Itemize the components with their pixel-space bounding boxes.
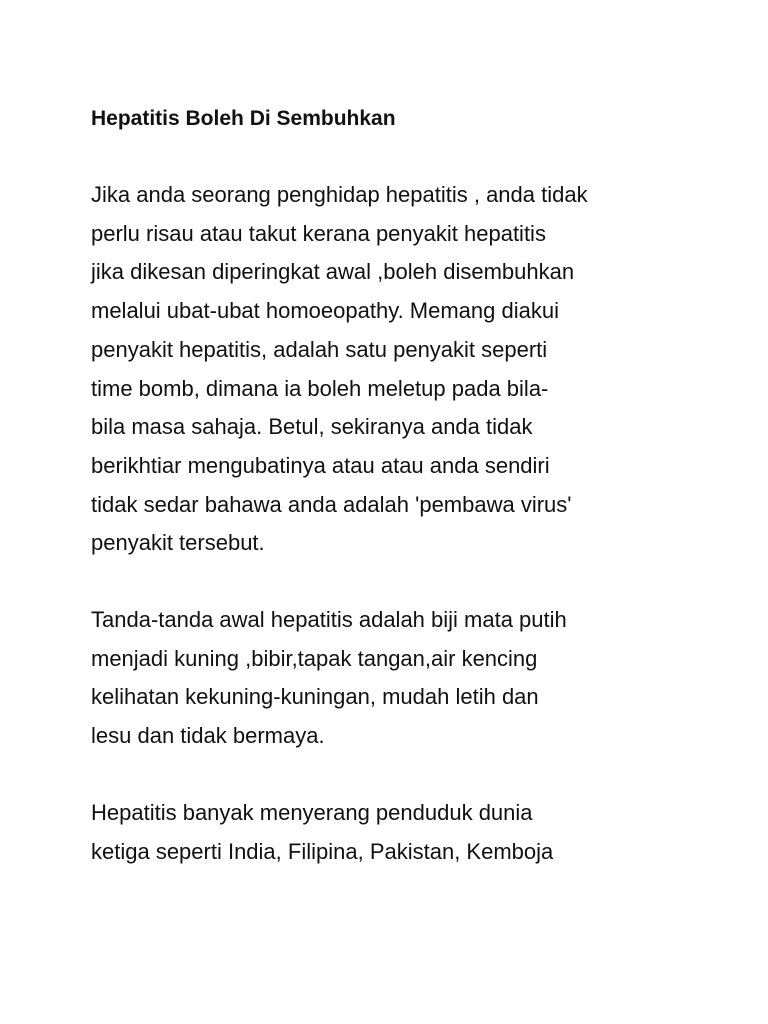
text-line: bila masa sahaja. Betul, sekiranya anda tidak [91, 414, 533, 440]
text-line: perlu risau atau takut kerana penyakit hepatitis [91, 220, 546, 246]
text-line: menjadi kuning ,bibir,tapak tangan,air kencing [91, 645, 538, 671]
text-line: jika dikesan diperingkat awal ,boleh disembuhkan [91, 259, 575, 285]
paragraph-1 [91, 176, 711, 563]
text-line: penyakit hepatitis, adalah satu penyakit seperti [91, 336, 548, 362]
text-line: kelihatan kekuning-kuningan, mudah letih dan [91, 684, 539, 710]
text-line: lesu dan tidak bermaya. [91, 723, 325, 749]
text-line: penyakit tersebut. [91, 530, 265, 556]
text-line: time bomb, dimana ia boleh meletup pada bila- [91, 375, 549, 401]
document-body [91, 100, 711, 909]
text-line: berikhtiar mengubatinya atau atau anda sendiri [91, 452, 550, 478]
text-line: Hepatitis banyak menyerang penduduk dunia [91, 799, 533, 825]
paragraph-2 [91, 601, 711, 756]
text-line: melalui ubat-ubat homoeopathy. Memang diakui [91, 298, 559, 324]
text-line: Jika anda seorang penghidap hepatitis , anda tidak [91, 182, 588, 207]
text-line: tidak sedar bahawa anda adalah 'pembawa virus' [91, 491, 572, 517]
text-line: ketiga seperti India, Filipina, Pakistan, Kemboja [91, 838, 554, 864]
document-title: Hepatitis Boleh Di Sembuhkan [91, 107, 396, 130]
paragraph-3 [91, 794, 711, 871]
text-line: Tanda-tanda awal hepatitis adalah biji mata putih [91, 607, 567, 633]
